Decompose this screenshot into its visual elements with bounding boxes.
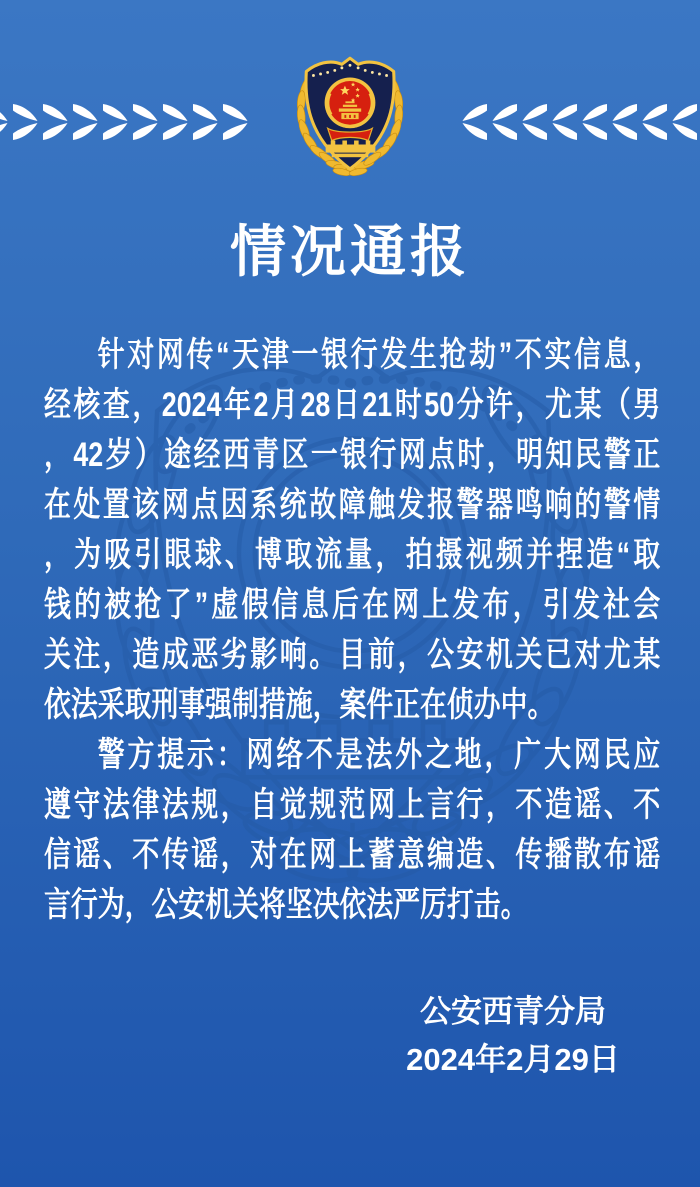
notice-line: 钱的被抢了”虚假信息后在网上发布，引发社会: [44, 586, 661, 624]
notice-title: 情况通报: [230, 222, 470, 284]
notice-line: 警方提示：网络不是法外之地，广大网民应: [97, 736, 661, 774]
left-chevrons-decoration: [0, 103, 262, 143]
notice-line: 信谣、不传谣，对在网上蓄意编造、传播散布谣: [44, 836, 661, 874]
notice-date: 2024年2月29日: [406, 1042, 620, 1077]
issuing-authority: 公安西青分局: [420, 994, 606, 1029]
notice-line: 遵守法律法规，自觉规范网上言行，不造谣、不: [44, 786, 661, 824]
notice-line: ，42岁）途经西青区一银行网点时，明知民警正: [44, 436, 661, 474]
notice-line: 经核查，2024年2月28日21时50分许，尤某（男: [44, 386, 661, 424]
police-badge-icon: [287, 45, 413, 177]
notice-line: 言行为，公安机关将坚决依法严厉打击。: [44, 886, 528, 924]
notice-line: 依法采取刑事强制措施，案件正在侦办中。: [44, 686, 555, 724]
notice-body: [44, 330, 700, 930]
right-chevrons-decoration: [448, 103, 700, 143]
notice-line: 在处置该网点因系统故障触发报警器鸣响的警情: [44, 486, 661, 524]
notice-line: 关注，造成恶劣影响。目前，公安机关已对尤某: [44, 636, 661, 674]
notice-line: 针对网传“天津一银行发生抢劫”不实信息，: [97, 336, 661, 374]
notice-line: ，为吸引眼球、博取流量，拍摄视频并捏造“取: [44, 536, 661, 574]
